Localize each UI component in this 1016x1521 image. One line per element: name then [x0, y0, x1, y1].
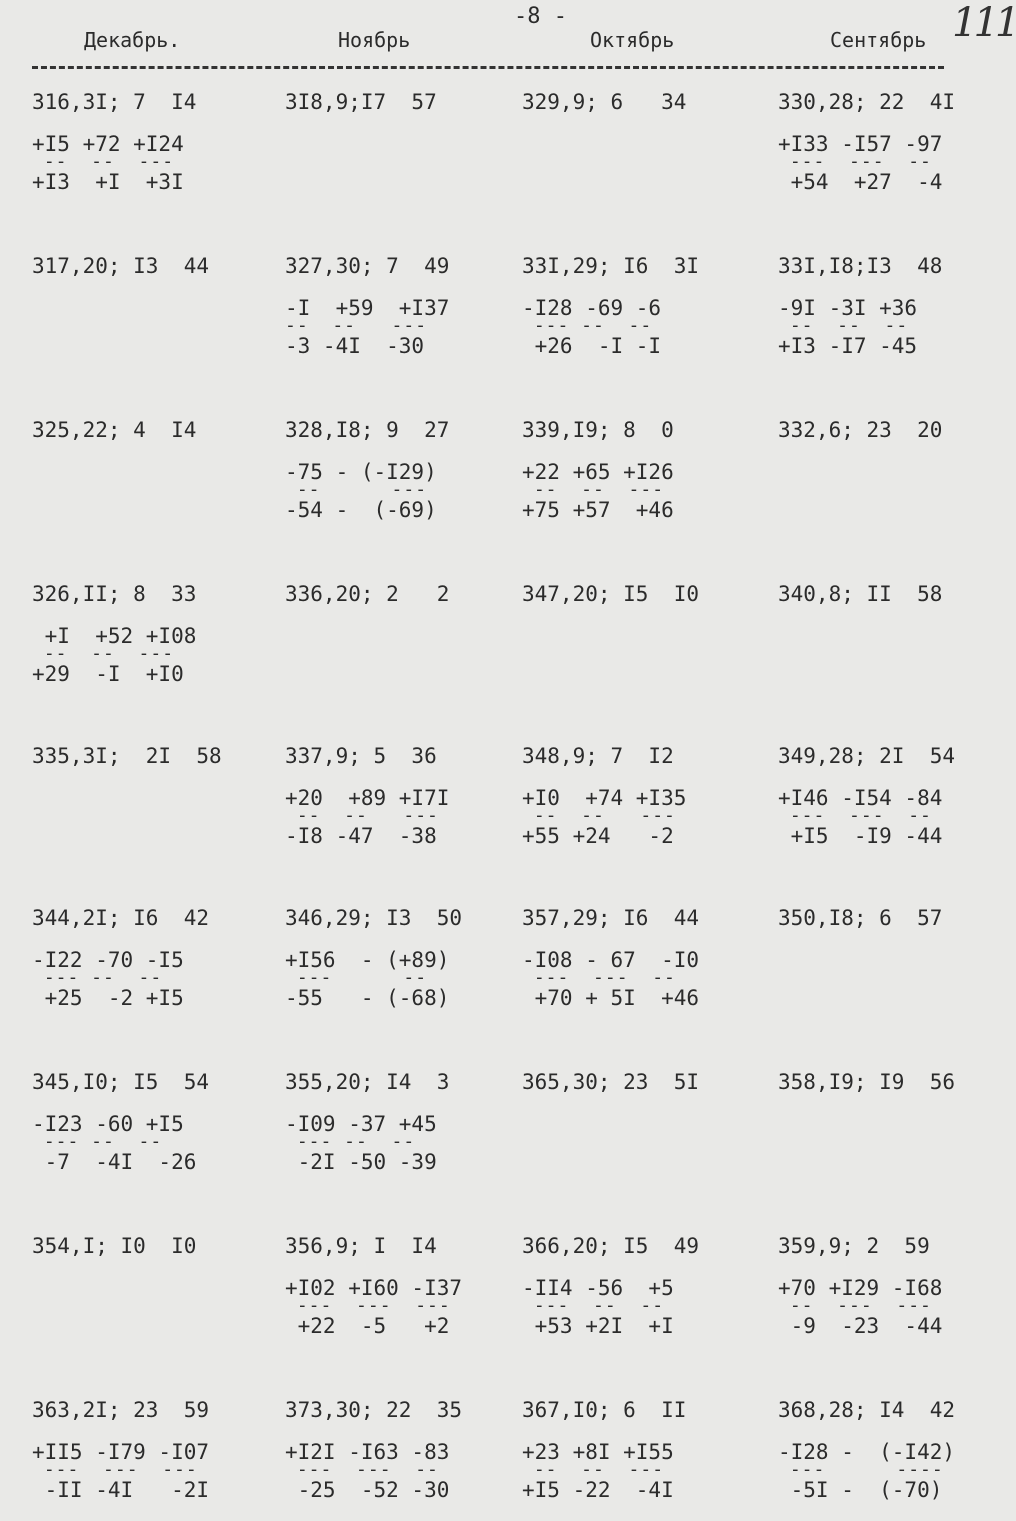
- numerator-row: -9I -3I +36: [778, 296, 918, 320]
- denominator-row: +54 +27 -4: [778, 170, 943, 194]
- entry-heading: 317,20; I3 44: [32, 254, 210, 278]
- dash-row: --- --- ---: [32, 1459, 198, 1480]
- entry: [32, 256, 209, 282]
- dash-row: --- --- --: [285, 1459, 439, 1480]
- dash-row: -- ---: [285, 479, 428, 500]
- fraction-block: [522, 1278, 699, 1338]
- dash-row: -- -- ---: [32, 151, 175, 172]
- denominator-row: +I5 -I9 -44: [778, 824, 943, 848]
- dash-row: --- --- --: [778, 151, 932, 172]
- entry: [778, 908, 942, 934]
- numerator-row: +I33 -I57 -97: [778, 132, 943, 156]
- entry: [285, 1400, 462, 1502]
- entry: [285, 420, 449, 522]
- entry-heading: 357,29; I6 44: [522, 906, 700, 930]
- dash-row: --- -- --: [32, 1131, 163, 1152]
- denominator-row: -54 - (-69): [285, 498, 437, 522]
- fraction-block: [778, 134, 955, 194]
- numerator-row: +II5 -I79 -I07: [32, 1440, 210, 1464]
- entry: [778, 256, 942, 358]
- entry: [522, 1400, 686, 1502]
- column-header-september: Сентябрь: [830, 28, 927, 52]
- fraction-block: [522, 462, 674, 522]
- denominator-row: +I5 -22 -4I: [522, 1478, 674, 1502]
- fraction-block: [32, 626, 196, 686]
- entry: [778, 420, 942, 446]
- numerator-row: +70 +I29 -I68: [778, 1276, 943, 1300]
- denominator-row: -7 -4I -26: [32, 1150, 197, 1174]
- numerator-row: -I22 -70 -I5: [32, 948, 184, 972]
- entry-heading: 359,9; 2 59: [778, 1234, 930, 1258]
- numerator-row: -75 - (-I29): [285, 460, 437, 484]
- denominator-row: -25 -52 -30: [285, 1478, 450, 1502]
- entry-heading: 330,28; 22 4I: [778, 90, 956, 114]
- entry-heading: 327,30; 7 49: [285, 254, 450, 278]
- fraction-block: [778, 788, 955, 848]
- entry: [32, 908, 209, 1010]
- denominator-row: -55 - (-68): [285, 986, 450, 1010]
- entry: [522, 908, 699, 1010]
- entry-heading: 335,3I; 2I 58: [32, 744, 222, 768]
- entry: [285, 746, 449, 848]
- dash-row: -- -- ---: [32, 643, 175, 664]
- entry-heading: 344,2I; I6 42: [32, 906, 210, 930]
- numerator-row: +20 +89 +I7I: [285, 786, 450, 810]
- numerator-row: +I2I -I63 -83: [285, 1440, 450, 1464]
- numerator-row: +I +52 +I08: [32, 624, 197, 648]
- entry-heading: 347,20; I5 I0: [522, 582, 700, 606]
- entry-heading: 368,28; I4 42: [778, 1398, 956, 1422]
- column-header-december: Декабрь.: [84, 28, 181, 52]
- entry: [285, 256, 449, 358]
- dash-row: -- -- ---: [522, 479, 665, 500]
- entry-heading: 346,29; I3 50: [285, 906, 463, 930]
- dash-row: --- -- --: [522, 315, 653, 336]
- fraction-block: [522, 298, 699, 358]
- numerator-row: +I0 +74 +I35: [522, 786, 687, 810]
- entry: [285, 1072, 449, 1174]
- fraction-block: [522, 788, 686, 848]
- denominator-row: -3 -4I -30: [285, 334, 425, 358]
- entry-heading: 367,I0; 6 II: [522, 1398, 687, 1422]
- column-header-november: Ноябрь: [338, 28, 411, 52]
- numerator-row: +I5 +72 +I24: [32, 132, 184, 156]
- entry: [32, 1236, 196, 1262]
- fraction-block: [285, 788, 449, 848]
- fraction-block: [522, 950, 699, 1010]
- dash-row: -- -- ---: [522, 1459, 665, 1480]
- entry-heading: 3I8,9;I7 57: [285, 90, 437, 114]
- numerator-row: +I56 - (+89): [285, 948, 450, 972]
- fraction-block: [285, 1278, 462, 1338]
- entry-heading: 366,20; I5 49: [522, 1234, 700, 1258]
- fraction-block: [778, 1442, 955, 1502]
- dash-row: --- --- --: [522, 967, 676, 988]
- numerator-row: -II4 -56 +5: [522, 1276, 674, 1300]
- numerator-row: +22 +65 +I26: [522, 460, 674, 484]
- entry-heading: 316,3I; 7 I4: [32, 90, 197, 114]
- numerator-row: +I46 -I54 -84: [778, 786, 943, 810]
- entry-heading: 340,8; II 58: [778, 582, 943, 606]
- fraction-block: [285, 1442, 462, 1502]
- entry-heading: 355,20; I4 3: [285, 1070, 450, 1094]
- dash-row: -- -- ---: [285, 805, 439, 826]
- page-number: -8 -: [514, 4, 567, 29]
- header-rule: [32, 66, 944, 69]
- entry-heading: 326,II; 8 33: [32, 582, 197, 606]
- denominator-row: +75 +57 +46: [522, 498, 674, 522]
- numerator-row: -I28 - (-I42): [778, 1440, 956, 1464]
- entry: [32, 746, 222, 772]
- entry-heading: 354,I; I0 I0: [32, 1234, 197, 1258]
- entry-heading: 33I,29; I6 3I: [522, 254, 700, 278]
- folio-number: 111: [952, 0, 1016, 46]
- entry: [32, 584, 196, 686]
- fraction-block: [285, 1114, 449, 1174]
- dash-row: -- -- ---: [285, 315, 428, 336]
- entry: [522, 256, 699, 358]
- dash-row: -- -- --: [778, 315, 909, 336]
- denominator-row: +25 -2 +I5: [32, 986, 184, 1010]
- numerator-row: -I08 - 67 -I0: [522, 948, 700, 972]
- numerator-row: +23 +8I +I55: [522, 1440, 674, 1464]
- entry-heading: 348,9; 7 I2: [522, 744, 674, 768]
- numerator-row: -I +59 +I37: [285, 296, 450, 320]
- entry-heading: 365,30; 23 5I: [522, 1070, 700, 1094]
- fraction-block: [32, 950, 209, 1010]
- dash-row: --- -- --: [522, 1295, 665, 1316]
- entry: [32, 1072, 209, 1174]
- dash-row: --- ----: [778, 1459, 944, 1480]
- entry: [778, 1400, 955, 1502]
- entry-heading: 356,9; I I4: [285, 1234, 437, 1258]
- numerator-row: -I09 -37 +45: [285, 1112, 437, 1136]
- entry-heading: 329,9; 6 34: [522, 90, 687, 114]
- entry: [522, 1236, 699, 1338]
- fraction-block: [285, 462, 449, 522]
- entry-heading: 373,30; 22 35: [285, 1398, 463, 1422]
- denominator-row: +26 -I -I: [522, 334, 662, 358]
- entry: [285, 908, 462, 1010]
- dash-row: --- --: [285, 967, 428, 988]
- entry: [778, 746, 955, 848]
- denominator-row: -5I - (-70): [778, 1478, 943, 1502]
- dash-row: --- --- ---: [285, 1295, 451, 1316]
- entry-heading: 358,I9; I9 56: [778, 1070, 956, 1094]
- entry: [778, 1236, 942, 1338]
- fraction-block: [32, 1114, 209, 1174]
- denominator-row: +70 + 5I +46: [522, 986, 700, 1010]
- dash-row: -- --- ---: [778, 1295, 932, 1316]
- entry: [522, 1072, 699, 1098]
- entry-heading: 325,22; 4 I4: [32, 418, 197, 442]
- denominator-row: +55 +24 -2: [522, 824, 674, 848]
- fraction-block: [778, 1278, 942, 1338]
- entry-heading: 337,9; 5 36: [285, 744, 437, 768]
- entry-heading: 328,I8; 9 27: [285, 418, 450, 442]
- dash-row: --- -- --: [32, 967, 163, 988]
- dash-row: --- -- --: [285, 1131, 416, 1152]
- numerator-row: -I28 -69 -6: [522, 296, 662, 320]
- dash-row: --- --- --: [778, 805, 932, 826]
- entry: [32, 420, 196, 446]
- entry-heading: 339,I9; 8 0: [522, 418, 674, 442]
- denominator-row: +53 +2I +I: [522, 1314, 674, 1338]
- entry: [522, 746, 686, 848]
- numerator-row: +I02 +I60 -I37: [285, 1276, 463, 1300]
- entry-heading: 350,I8; 6 57: [778, 906, 943, 930]
- entry-heading: 345,I0; I5 54: [32, 1070, 210, 1094]
- entry-heading: 332,6; 23 20: [778, 418, 943, 442]
- entry: [32, 1400, 209, 1502]
- entry: [778, 1072, 955, 1098]
- denominator-row: +29 -I +I0: [32, 662, 184, 686]
- entry-heading: 33I,I8;I3 48: [778, 254, 943, 278]
- fraction-block: [522, 1442, 686, 1502]
- entry: [522, 420, 674, 522]
- fraction-block: [32, 134, 196, 194]
- denominator-row: +22 -5 +2: [285, 1314, 450, 1338]
- denominator-row: -9 -23 -44: [778, 1314, 943, 1338]
- fraction-block: [285, 950, 462, 1010]
- entry: [778, 92, 955, 194]
- denominator-row: -2I -50 -39: [285, 1150, 437, 1174]
- denominator-row: -I8 -47 -38: [285, 824, 437, 848]
- entry-heading: 363,2I; 23 59: [32, 1398, 210, 1422]
- denominator-row: +I3 -I7 -45: [778, 334, 918, 358]
- entry: [285, 92, 437, 118]
- fraction-block: [778, 298, 942, 358]
- entry: [285, 1236, 462, 1338]
- entry: [522, 92, 686, 118]
- entry: [32, 92, 196, 194]
- entry: [285, 584, 449, 610]
- column-header-october: Октябрь: [590, 28, 675, 52]
- numerator-row: -I23 -60 +I5: [32, 1112, 184, 1136]
- entry: [778, 584, 942, 610]
- entry: [522, 584, 699, 610]
- dash-row: -- -- ---: [522, 805, 676, 826]
- denominator-row: -II -4I -2I: [32, 1478, 210, 1502]
- entry-heading: 336,20; 2 2: [285, 582, 450, 606]
- fraction-block: [32, 1442, 209, 1502]
- denominator-row: +I3 +I +3I: [32, 170, 184, 194]
- fraction-block: [285, 298, 449, 358]
- entry-heading: 349,28; 2I 54: [778, 744, 956, 768]
